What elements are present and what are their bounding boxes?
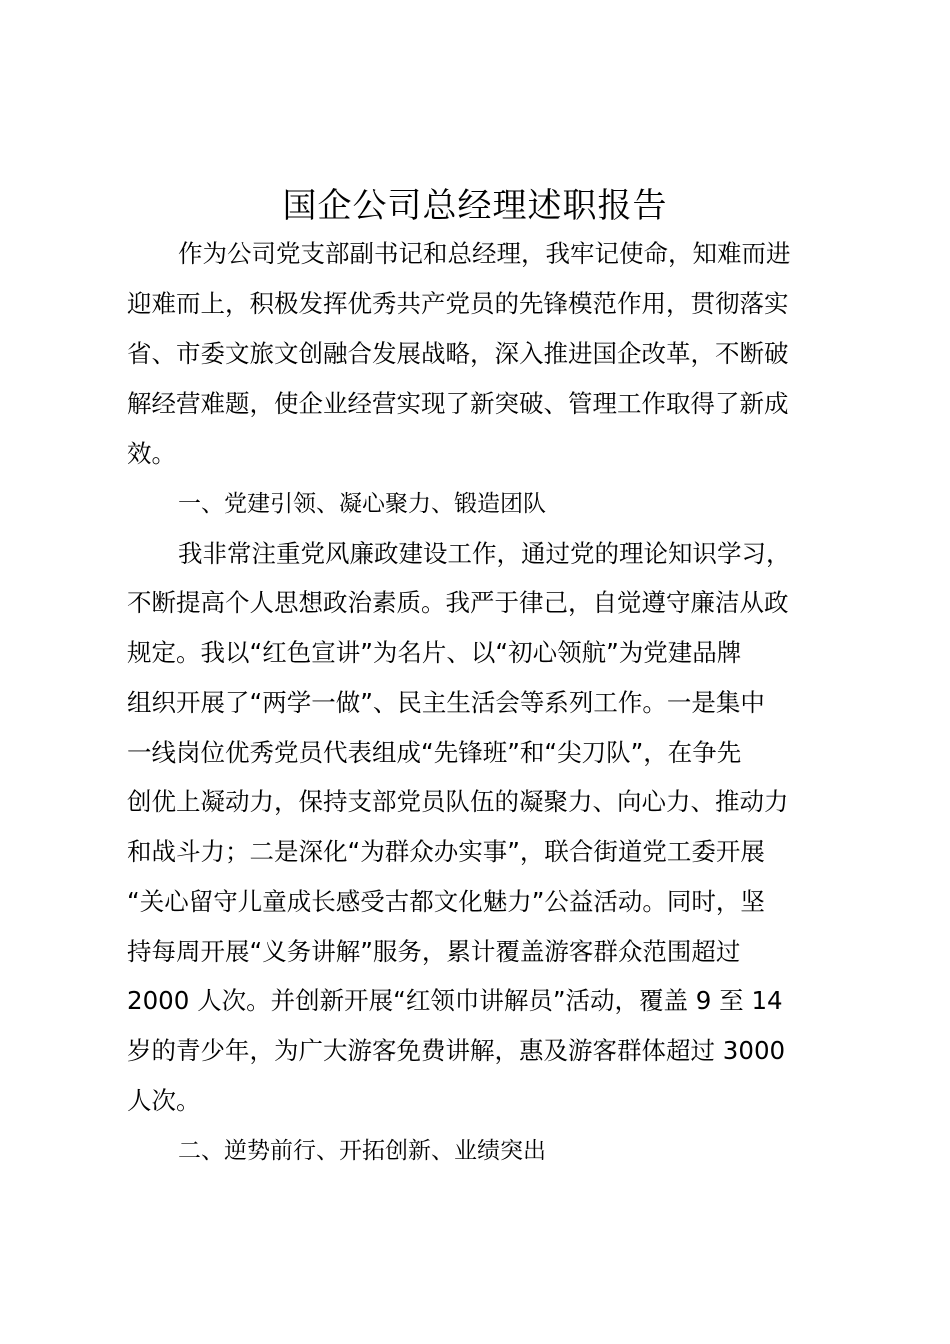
paragraph-line: 解经营难题，使企业经营实现了新突破、管理工作取得了新成	[127, 389, 789, 418]
paragraph-line: 持每周开展“义务讲解”服务，累计覆盖游客群众范围超过	[127, 937, 741, 966]
paragraph-line: 效。	[127, 439, 176, 468]
paragraph-line: 人次。	[127, 1086, 201, 1115]
paragraph-line: 不断提高个人思想政治素质。我严于律己，自觉遵守廉洁从政	[127, 588, 789, 617]
section-heading: 二、逆势前行、开拓创新、业绩突出	[178, 1138, 546, 1164]
paragraph-line: 作为公司党支部副书记和总经理，我牢记使命，知难而进	[178, 239, 791, 268]
paragraph-line: 一线岗位优秀党员代表组成“先锋班”和“尖刀队”，在争先	[127, 738, 742, 767]
paragraph-line: 2000 人次。并创新开展“红领巾讲解员”活动，覆盖 9 至 14	[127, 986, 783, 1015]
paragraph-line: 省、市委文旅文创融合发展战略，深入推进国企改革，不断破	[127, 339, 789, 368]
section-heading: 一、党建引领、凝心聚力、锻造团队	[178, 491, 546, 517]
paragraph-line: “关心留守儿童成长感受古都文化魅力”公益活动。同时，坚	[127, 887, 765, 916]
paragraph-line: 创优上凝动力，保持支部党员队伍的凝聚力、向心力、推动力	[127, 787, 789, 816]
paragraph-line: 组织开展了“两学一做”、民主生活会等系列工作。一是集中	[127, 688, 765, 717]
paragraph-line: 我非常注重党风廉政建设工作，通过党的理论知识学习，	[178, 539, 791, 568]
paragraph-line: 岁的青少年，为广大游客免费讲解，惠及游客群体超过 3000	[127, 1036, 786, 1065]
document-title: 国企公司总经理述职报告	[282, 186, 668, 226]
paragraph-line: 和战斗力；二是深化“为群众办实事”，联合街道党工委开展	[127, 837, 765, 866]
paragraph-line: 迎难而上，积极发挥优秀共产党员的先锋模范作用，贯彻落实	[127, 289, 789, 318]
paragraph-line: 规定。我以“红色宣讲”为名片、以“初心领航”为党建品牌	[127, 638, 742, 667]
